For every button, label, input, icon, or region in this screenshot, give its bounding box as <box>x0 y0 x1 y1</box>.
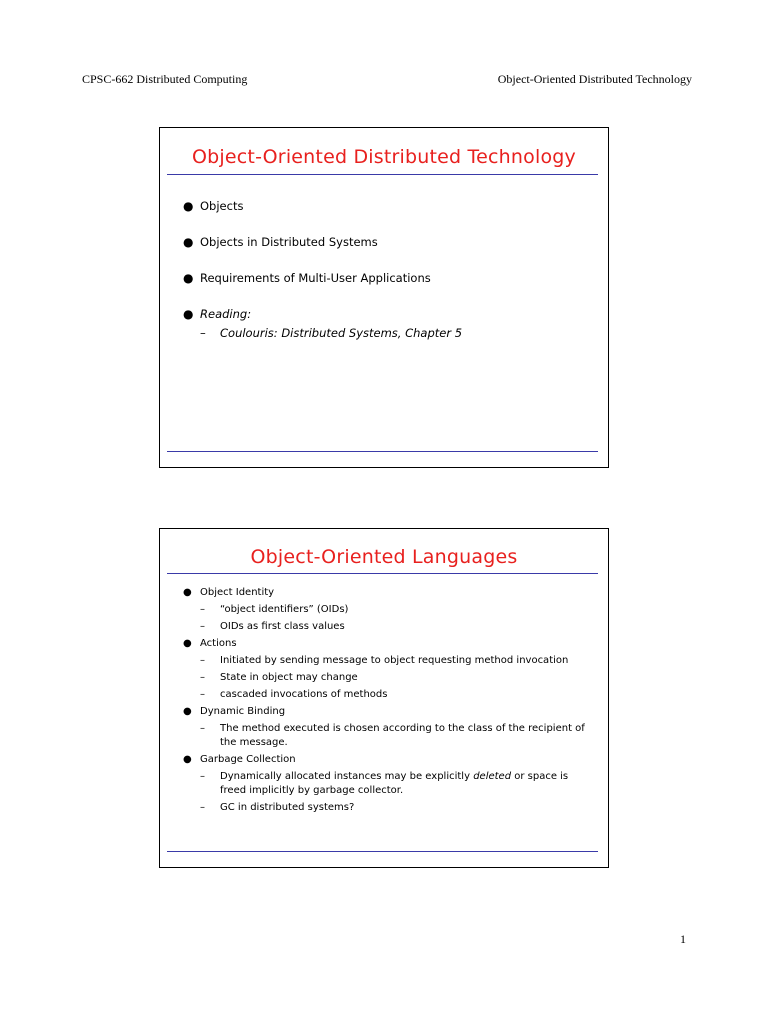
list-item: ● Object Identity – “object identifiers” (OIDs) – OIDs as first class values <box>182 586 594 634</box>
page-number: 1 <box>680 932 686 946</box>
dash-icon: – <box>200 771 205 782</box>
dash-icon: – <box>200 802 205 813</box>
sub-list-item: – Initiated by sending message to object requesting method invocation <box>200 655 569 666</box>
dash-icon: – <box>200 655 205 666</box>
bullet-icon: ● <box>183 235 194 249</box>
slide-1-top-rule <box>167 174 598 175</box>
sub-list-item: – OIDs as first class values <box>200 621 345 632</box>
list-item: ● Dynamic Binding – The method executed is chosen according to the class of the recipient of the message. <box>182 705 594 750</box>
sub-list-item: – Dynamically allocated instances may be explicitly deleted or space is freed implicitly by garbage collector. <box>200 771 569 796</box>
sub-list-item: – The method executed is chosen according to the class of the recipient of the message. <box>200 723 585 748</box>
dash-icon: – <box>200 723 205 734</box>
header-course: CPSC-662 Distributed Computing <box>82 72 248 86</box>
bullet-icon: ● <box>183 307 194 321</box>
slide-2-bullet-list <box>182 586 594 818</box>
bullet-icon: ● <box>183 199 194 213</box>
bullet-icon: ● <box>183 754 192 765</box>
bullet-icon: ● <box>183 706 192 717</box>
slide-1-bullet-list <box>182 198 594 341</box>
list-item: ● Reading: – Coulouris: Distributed Systems, Chapter 5 <box>182 306 594 341</box>
bullet-icon: ● <box>183 587 192 598</box>
slide-2-title: Object-Oriented Languages <box>250 546 518 568</box>
list-item: ● Garbage Collection – Dynamically allocated instances may be explicitly deleted or space is freed implicitly by garbage collector. – GC in distributed systems? <box>182 753 594 815</box>
bullet-icon: ● <box>183 638 192 649</box>
list-item: ● Objects in Distributed Systems <box>183 235 378 249</box>
page-header <box>82 72 692 90</box>
sub-list-item: – cascaded invocations of methods <box>200 689 388 700</box>
header-topic: Object-Oriented Distributed Technology <box>497 72 692 86</box>
dash-icon: – <box>200 621 205 632</box>
dash-icon: – <box>200 672 205 683</box>
sub-list-item: – State in object may change <box>200 672 358 683</box>
dash-icon: – <box>200 689 205 700</box>
sub-list-item: – “object identifiers” (OIDs) <box>200 604 349 615</box>
list-item: ● Actions – Initiated by sending message to object requesting method invocation – State in object may change – cascaded invocations of methods <box>182 637 594 702</box>
sub-list-item: – GC in distributed systems? <box>200 802 355 813</box>
slide-2-top-rule <box>167 573 598 574</box>
dash-icon: – <box>200 604 205 615</box>
sub-list-item: – Coulouris: Distributed Systems, Chapter 5 <box>200 326 463 340</box>
slide-1-bottom-rule <box>167 451 598 452</box>
slide-2 <box>159 528 609 868</box>
slide-1 <box>159 127 609 468</box>
slide-1-title: Object-Oriented Distributed Technology <box>191 146 576 168</box>
dash-icon: – <box>200 326 206 340</box>
list-item: ● Requirements of Multi-User Applications <box>183 271 431 285</box>
slide-2-bottom-rule <box>167 851 598 852</box>
bullet-icon: ● <box>183 271 194 285</box>
list-item: ● Objects <box>183 199 244 213</box>
